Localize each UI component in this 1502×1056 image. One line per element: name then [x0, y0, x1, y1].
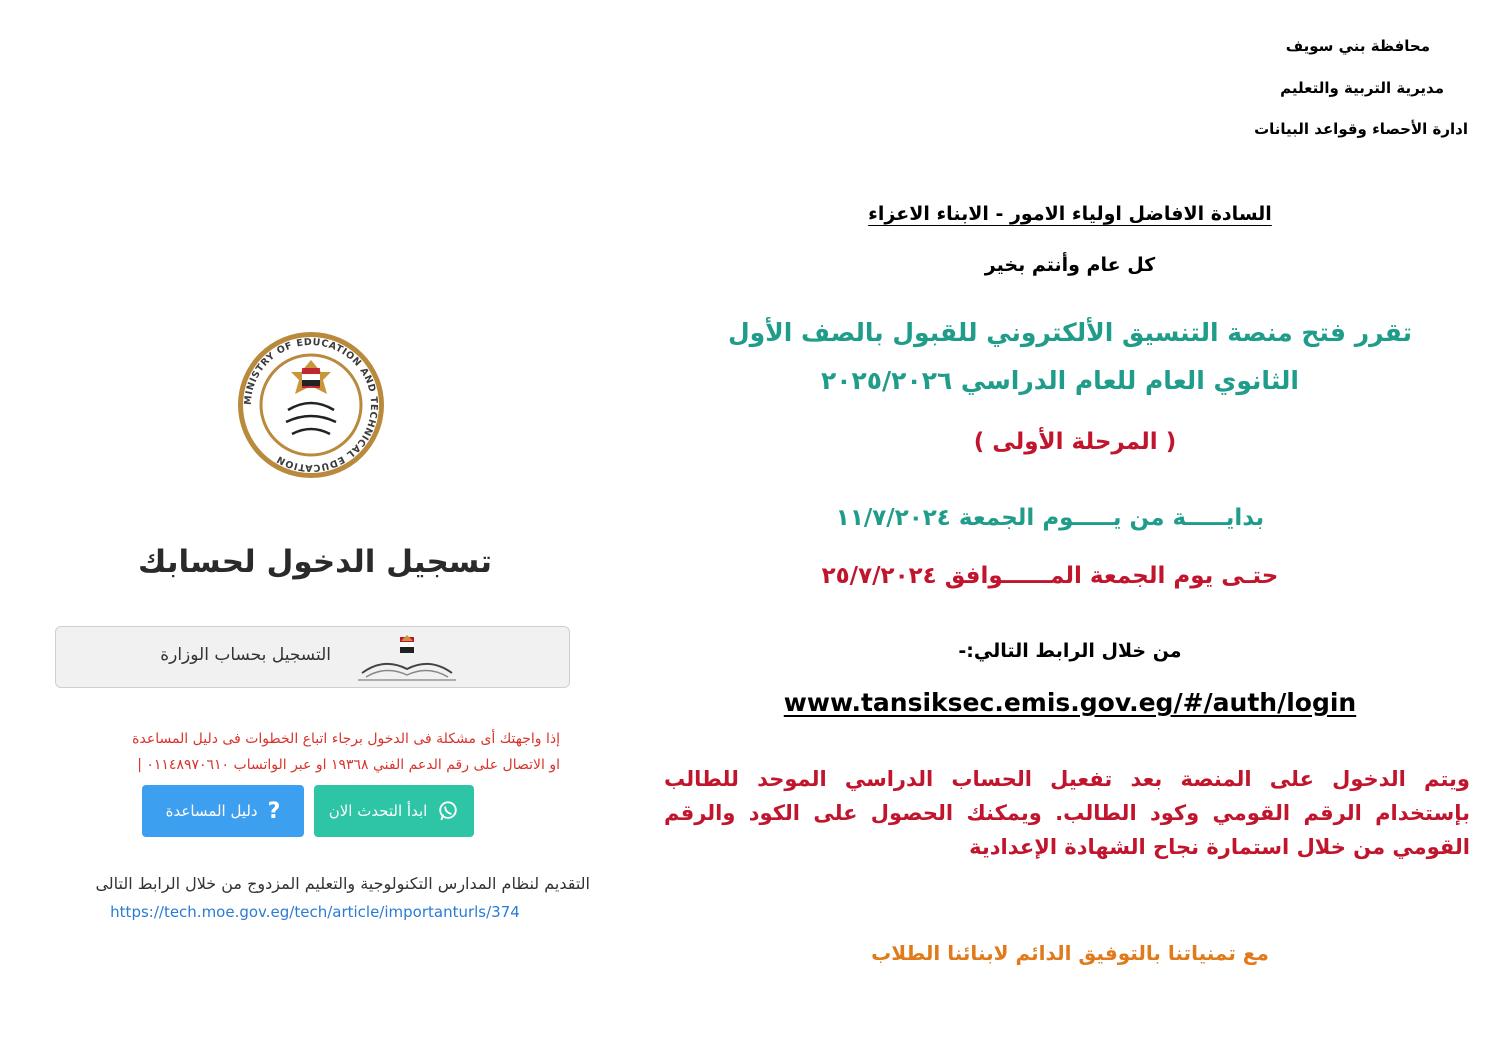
help-guide-label: دليل المساعدة — [165, 802, 258, 820]
ministry-seal-logo — [236, 330, 386, 480]
ministry-account-login-button[interactable] — [55, 626, 570, 688]
department-name: ادارة الأحصاء وقواعد البيانات — [1254, 120, 1468, 138]
phase-label: ( المرحلة الأولى ) — [973, 429, 1177, 455]
governorate-name: محافظة بني سويف — [1285, 37, 1430, 55]
headline-line-1: تقرر فتح منصة التنسيق الألكتروني للقبول بالصف الأول — [727, 318, 1413, 347]
instructions-paragraph: ويتم الدخول على المنصة بعد تفعيل الحساب الدراسي الموحد للطالب بإستخدام الرقم القومي وكود الطالب. ويمكنك الحصول على الكود والرقم القومي من خلال استمارة نجاح الشهادة الإعدادية — [664, 767, 1470, 859]
svg-text:MINISTRY OF EDUCATION AND TECH: MINISTRY OF EDUCATION AND TECHNICAL EDUCATION — [242, 336, 380, 474]
login-title: تسجيل الدخول لحسابك — [138, 544, 492, 580]
end-date: حتـى يوم الجمعة المــــــوافق ٢٥/٧/٢٠٢٤ — [821, 563, 1279, 589]
directorate-name: مديرية التربية والتعليم — [1280, 79, 1444, 97]
salutation: السادة الافاضل اولياء الامور - الابناء الاعزاء — [868, 203, 1272, 225]
start-chat-label: ابدأ التحدث الان — [328, 802, 428, 820]
via-link-label: من خلال الرابط التالي:- — [958, 640, 1182, 662]
ministry-account-login-label: التسجيل بحساب الوزارة — [160, 645, 331, 665]
closing-wishes: مع تمنياتنا بالتوفيق الدائم لابنائنا الطلاب — [871, 941, 1269, 965]
tech-schools-text: التقديم لنظام المدارس التكنولوجية والتعليم المزدوج من خلال الرابط التالى — [95, 874, 590, 893]
question-mark-icon: ? — [267, 798, 281, 824]
whatsapp-icon — [437, 800, 459, 822]
start-date: بدايـــــة من يـــــوم الجمعة ١١/٧/٢٠٢٤ — [835, 505, 1265, 531]
help-guide-button[interactable] — [142, 785, 304, 837]
help-instructions-line-1: إذا واجهتك أى مشكلة فى الدخول برجاء اتباع الخطوات فى دليل المساعدة — [132, 731, 560, 747]
coordination-platform-link[interactable]: www.tansiksec.emis.gov.eg/#/auth/login — [783, 688, 1357, 717]
greeting: كل عام وأنتم بخير — [984, 254, 1156, 276]
headline-line-2: الثانوي العام للعام الدراسي ٢٠٢٥/٢٠٢٦ — [821, 366, 1299, 395]
tech-schools-link[interactable]: https://tech.moe.gov.eg/tech/article/importanturls/374 — [110, 903, 520, 921]
book-eagle-icon — [356, 633, 460, 683]
help-instructions-line-2: او الاتصال على رقم الدعم الفني ١٩٣٦٨ او عبر الواتساب ٠١١٤٨٩٧٠٦١٠ | — [137, 757, 560, 773]
start-chat-button[interactable] — [314, 785, 474, 837]
